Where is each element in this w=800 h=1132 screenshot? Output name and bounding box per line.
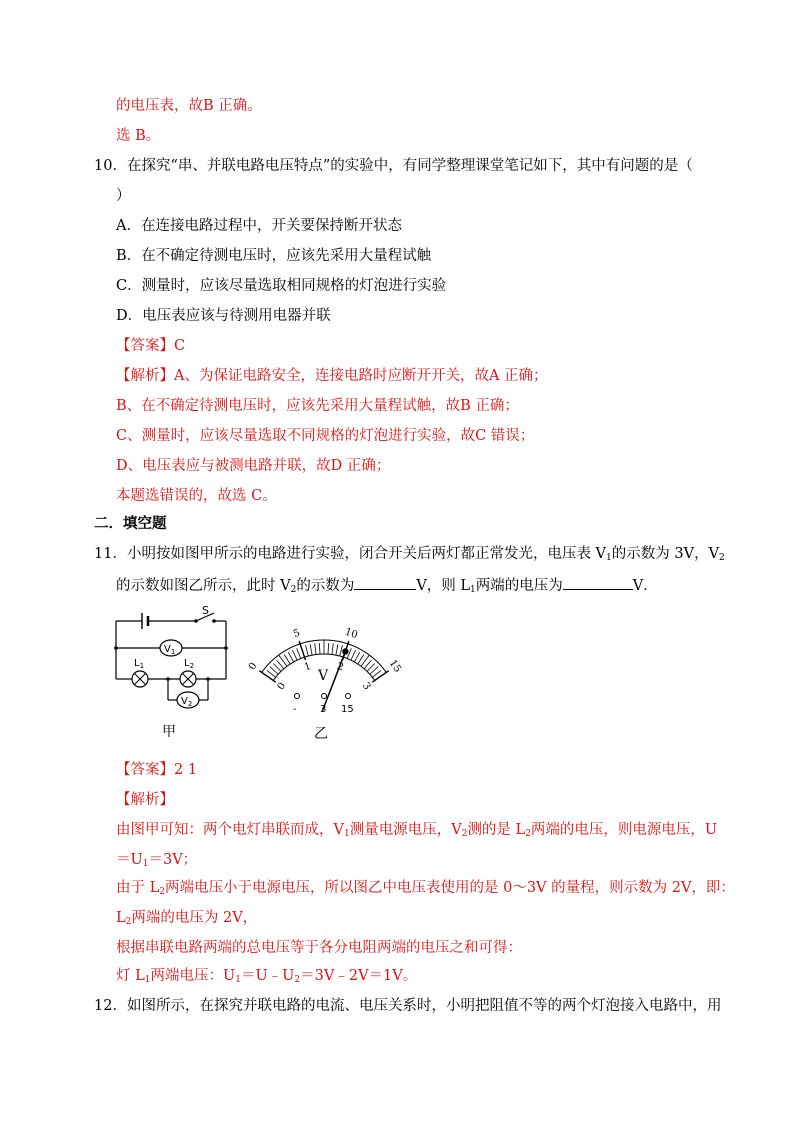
terminal-label: - <box>293 704 297 715</box>
subscript: 2 <box>159 887 165 897</box>
section-heading: 二．填空题 <box>94 515 167 532</box>
text: ＝3V； <box>148 852 198 868</box>
q11-analysis-head: 【解析】 <box>116 792 174 808</box>
terminal-label: 15 <box>341 704 354 715</box>
q11-analysis-line <box>116 878 735 898</box>
text: ＝U <box>116 852 143 868</box>
subscript: 2 <box>187 700 193 708</box>
subscript: 2 <box>461 829 468 839</box>
subscript: 1 <box>235 975 241 985</box>
text: 两端的电压为 <box>475 578 563 594</box>
text: 两端电压小于电源电压，所以图乙中电压表使用的是 0～3V 的量程，则示数为 2V，即： <box>164 880 735 896</box>
q10-analysis-line: 【解析】A、为保证电路安全，连接电路时应断开开关，故A 正确； <box>116 368 548 384</box>
dial-tick <box>306 645 309 656</box>
dial-scale-label: 5 <box>292 627 302 641</box>
l1-label <box>134 658 144 670</box>
q11-analysis-line: 根据串联电路两端的总电压等于各分电阻两端的电压之和可得： <box>116 940 522 956</box>
dial-tick <box>336 644 338 655</box>
q10-analysis-line: C、测量时，应该尽量选取不同规格的灯泡进行实验，故C 错误； <box>116 428 535 444</box>
dial-scale-label: 15 <box>386 658 404 675</box>
dial-tick <box>319 643 320 654</box>
subscript: 2 <box>525 829 531 839</box>
switch-label: S <box>202 604 209 617</box>
dial-tick <box>358 655 364 664</box>
text: 两端的电压为 2V， <box>131 910 258 926</box>
q10-stem-close: ） <box>116 188 131 204</box>
q10-option-d: D．电压表应该与待测用电器并联 <box>116 308 331 324</box>
text: 测量电源电压，V <box>349 822 462 838</box>
text: 两端的电压，则电源电压，U <box>530 822 718 838</box>
dial-tick <box>273 663 281 671</box>
dial-tick <box>259 671 275 682</box>
q11-stem-line1 <box>94 544 725 564</box>
dial-scale-label: 3 <box>359 680 373 693</box>
dial-tick <box>328 643 329 654</box>
dial-tick <box>351 650 356 660</box>
q10-option-c: C．测量时，应该尽量选取相同规格的灯泡进行实验 <box>116 278 447 294</box>
dial-tick <box>284 655 290 664</box>
answer-blank <box>354 574 416 590</box>
text: 的示数为 3V，V <box>611 546 720 562</box>
terminal-icon <box>322 694 327 699</box>
q11-analysis-line <box>116 908 257 928</box>
figure-caption-yi: 乙 <box>314 726 328 742</box>
text: 两端电压：U <box>150 968 236 984</box>
q11-analysis-line <box>116 820 717 840</box>
voltmeter-dial-yi <box>232 604 412 744</box>
terminal-label: 3 <box>320 704 327 715</box>
text: ＝U﹣U <box>240 968 295 984</box>
text: 由图甲可知：两个电灯串联而成，V <box>116 822 344 838</box>
q10-analysis-line: 本题选错误的，故选 C。 <box>116 488 277 504</box>
subscript: 2 <box>719 553 725 563</box>
text: V． <box>632 578 658 594</box>
subscript: 2 <box>290 585 297 595</box>
terminal-icon <box>346 694 351 699</box>
dial-scale-label: 10 <box>343 626 359 642</box>
prev-answer-line: 选 B。 <box>116 128 161 144</box>
q10-analysis-line: D、电压表应与被测电路并联，故D 正确； <box>116 458 391 474</box>
subscript: 1 <box>470 585 476 595</box>
text: 的示数如图乙所示，此时 V <box>116 578 291 594</box>
text: V，则 L <box>416 578 471 594</box>
dial-tick <box>372 671 388 682</box>
dial-tick <box>340 645 343 656</box>
dial-tick <box>370 667 378 674</box>
subscript: 2 <box>125 917 132 927</box>
circuit-diagram-jia <box>108 604 238 744</box>
dial-tick <box>367 663 375 671</box>
q10-analysis-line: B、在不确定待测电压时，应该先采用大量程试触，故B 正确； <box>116 398 519 414</box>
text: 测的是 L <box>467 822 526 838</box>
text: ＝3V﹣2V＝1V。 <box>300 968 418 984</box>
subscript: 1 <box>144 975 151 985</box>
subscript: 1 <box>170 648 176 656</box>
text: 灯 L <box>116 968 145 984</box>
unit-label: V <box>318 668 329 684</box>
text: L <box>184 658 190 669</box>
dial-tick <box>315 644 316 655</box>
answer-blank <box>563 574 633 590</box>
text: 11．小明按如图甲所示的电路进行实验，闭合开关后两灯都正常发光，电压表 V <box>94 546 607 562</box>
text: V <box>164 644 171 655</box>
q11-analysis-line <box>116 850 197 870</box>
subscript: 1 <box>142 859 149 869</box>
text: V <box>181 696 188 707</box>
q10-answer: 【答案】C <box>116 338 186 354</box>
text: 的示数为 <box>296 578 355 594</box>
dial-tick <box>292 650 297 660</box>
q11-answer: 【答案】2 1 <box>116 762 198 778</box>
subscript: 1 <box>139 662 145 670</box>
l2-label <box>184 658 194 670</box>
dial-tick <box>270 667 278 674</box>
dial-scale-label: 1 <box>303 660 313 674</box>
q11-analysis-line <box>116 966 417 986</box>
subscript: 1 <box>606 553 612 563</box>
dial-needle-tip <box>342 648 348 654</box>
dial-scale-label: 2 <box>335 660 345 674</box>
q10-option-b: B．在不确定待测电压时，应该先采用大量程试触 <box>116 248 432 264</box>
q12-stem: 12．如图所示，在探究并联电路的电流、电压关系时，小明把阻值不等的两个灯泡接入电路中，用 <box>94 998 722 1014</box>
dial-tick <box>364 660 371 668</box>
q10-stem: 10．在探究“串、并联电路电压特点”的实验中，有同学整理课堂笔记如下，其中有问题的是（ <box>94 158 693 174</box>
terminal-icon <box>295 694 300 699</box>
text: 由于 L <box>116 880 160 896</box>
text: L <box>116 910 126 926</box>
q10-option-a: A．在连接电路过程中，开关要保持断开状态 <box>116 218 402 234</box>
dial-tick <box>297 648 301 658</box>
text: L <box>134 658 140 669</box>
q11-stem-line2 <box>116 574 658 596</box>
dial-scale-label: 0 <box>246 660 260 673</box>
subscript: 2 <box>294 975 301 985</box>
subscript: 2 <box>189 662 195 670</box>
dial-tick <box>277 660 284 668</box>
subscript: 1 <box>343 829 350 839</box>
dial-tick <box>310 644 312 655</box>
dial-tick <box>354 652 359 662</box>
prev-analysis-line: 的电压表，故B 正确。 <box>116 98 262 114</box>
dial-tick <box>332 644 333 655</box>
figure-caption-jia: 甲 <box>162 724 176 740</box>
dial-tick <box>288 652 293 662</box>
dial-scale-label: 0 <box>275 680 289 693</box>
